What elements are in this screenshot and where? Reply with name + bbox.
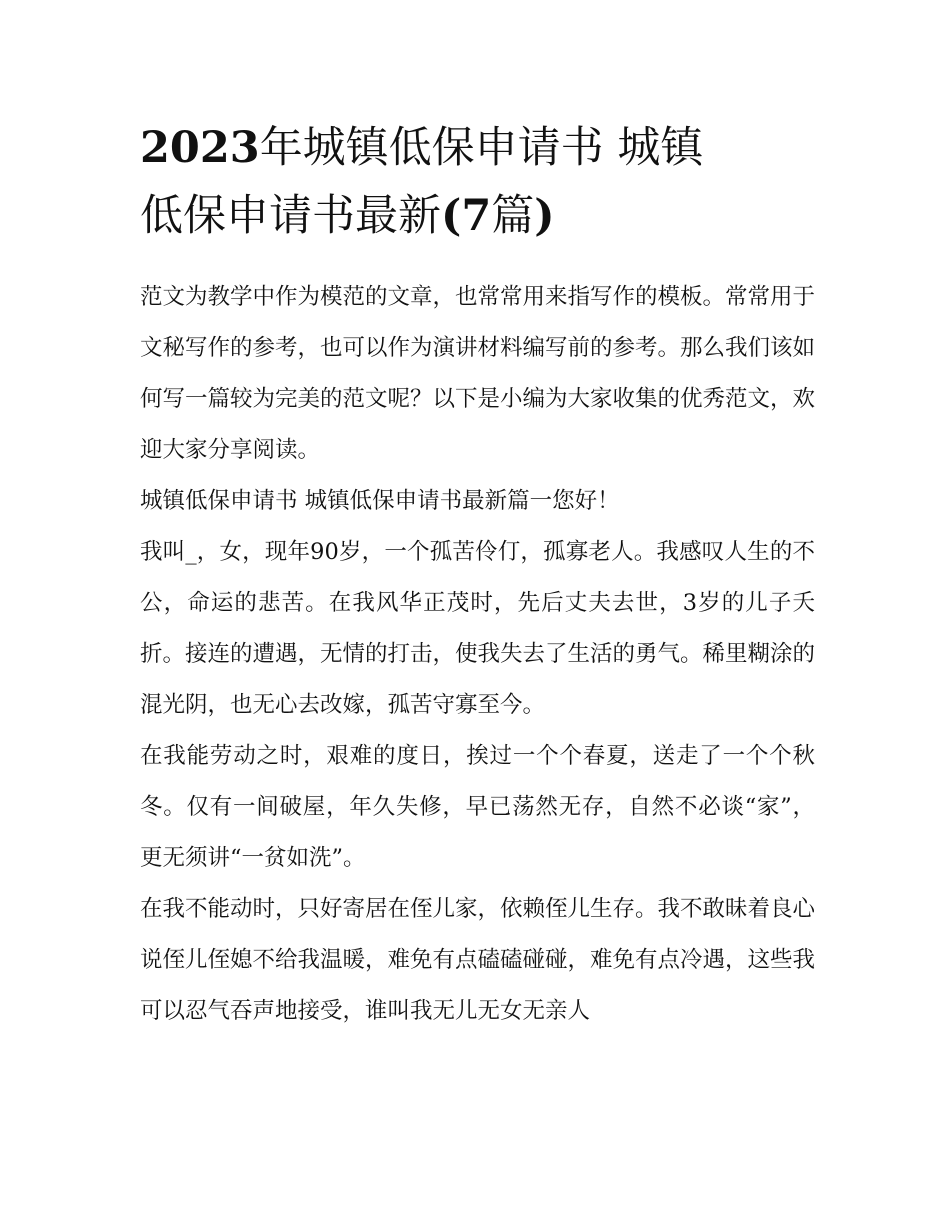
title-count-close: ): [534, 191, 555, 241]
paragraph-heading: 城镇低保申请书 城镇低保申请书最新篇一您好！: [140, 488, 620, 514]
document-body: [140, 272, 815, 1037]
paragraph-body: 在我能劳动之时，艰难的度日，挨过一个个春夏，送走了一个个秋冬。仅有一间破屋，年久失修，早已荡然无存，自然不必谈“家”，更无须讲“一贫如洗”。: [140, 743, 815, 871]
title-count-unit: 篇: [491, 191, 535, 241]
document-title: [140, 114, 815, 250]
title-year: 2023: [140, 123, 260, 173]
paragraph-intro: 范文为教学中作为模范的文章，也常常用来指写作的模板。常常用于文秘写作的参考，也可以作为演讲材料编写前的参考。那么我们该如何写一篇较为完美的范文呢？以下是小编为大家收集的优秀范文，欢迎大家分享阅读。: [140, 284, 816, 463]
title-line1-text: 年城镇低保申请书 城镇: [259, 123, 704, 173]
title-line2-text: 低保申请书最新: [140, 191, 441, 241]
document-page: [140, 114, 815, 1037]
paragraph-body: 我叫_，女，现年90岁，一个孤苦伶仃，孤寡老人。我感叹人生的不公，命运的悲苦。在我风华正茂时，先后丈夫去世，3岁的儿子夭折。接连的遭遇，无情的打击，使我失去了生活的勇气。稀里糊涂的混光阴，也无心去改嫁，孤苦守寡至今。: [140, 539, 816, 718]
title-count-open: (7: [441, 191, 492, 241]
paragraph-body: 在我不能动时，只好寄居在侄儿家，依赖侄儿生存。我不敢昧着良心说侄儿侄媳不给我温暖，难免有点磕磕碰碰，难免有点冷遇，这些我可以忍气吞声地接受，谁叫我无儿无女无亲人: [140, 896, 816, 1024]
